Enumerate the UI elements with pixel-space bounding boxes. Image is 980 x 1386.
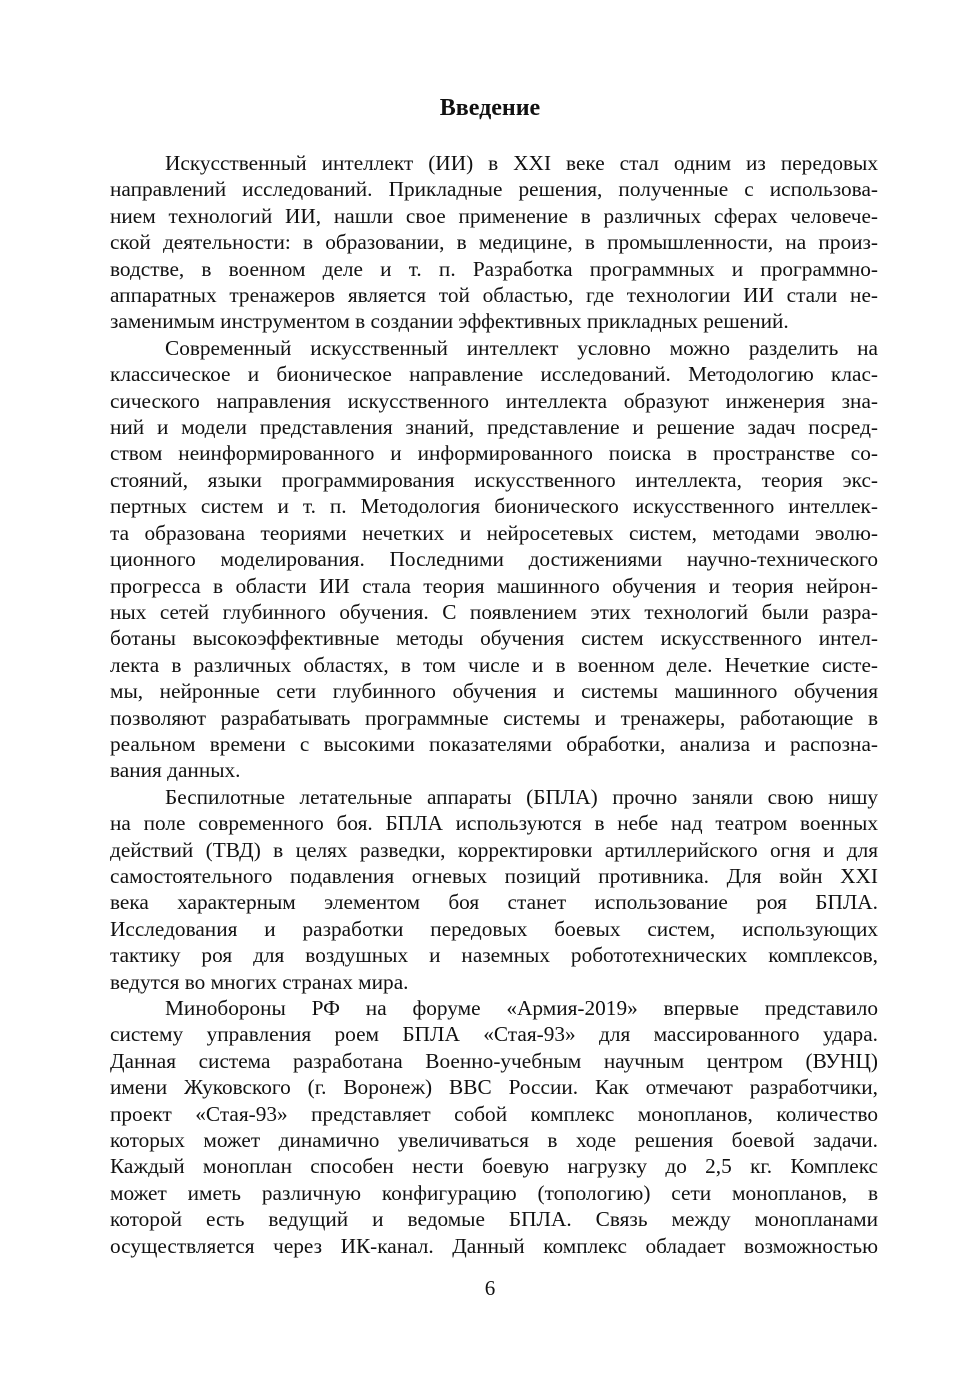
text-line: заменимым инструментом в создании эффективных прикладных решений. <box>110 309 789 334</box>
text-line: сического направления искусственного интеллекта образуют инженерия зна- <box>110 388 878 413</box>
text-line: имени Жуковского (г. Воронеж) ВВС России. Как отмечают разработчики, <box>110 1075 878 1100</box>
paragraph-1 <box>110 150 878 335</box>
text-line: мы, нейронные сети глубинного обучения и системы машинного обучения <box>110 679 878 704</box>
text-line: Беспилотные летательные аппараты (БПЛА) прочно заняли свою нишу <box>165 784 878 809</box>
text-line: нием технологий ИИ, нашли свое применение в различных сферах человече- <box>110 203 878 228</box>
text-line: ботаны высокоэффективные методы обучения систем искусственного интел- <box>110 626 878 651</box>
text-line: классическое и бионическое направление исследований. Методологию клас- <box>110 362 878 387</box>
text-line: позволяют разрабатывать программные системы и тренажеры, работающие в <box>110 705 878 730</box>
text-line: аппаратных тренажеров является той областью, где технологии ИИ стали не- <box>110 283 878 308</box>
page-title: Введение <box>439 95 541 121</box>
text-line: Каждый моноплан способен нести боевую нагрузку до 2,5 кг. Комплекс <box>110 1154 878 1179</box>
paragraph-4 <box>110 995 878 1259</box>
page-number: 6 <box>484 1276 496 1300</box>
text-line: самостоятельного подавления огневых позиций противника. Для войн XXI <box>110 863 878 888</box>
text-line: ской деятельности: в образовании, в медицине, в промышленности, на произ- <box>110 230 878 255</box>
text-line: проект «Стая-93» представляет собой комплекс монопланов, количество <box>110 1101 878 1126</box>
text-line: Минобороны РФ на форуме «Армия-2019» впервые представило <box>165 996 878 1020</box>
text-line: водстве, в военном деле и т. п. Разработка программных и программно- <box>110 256 878 281</box>
text-line: которых может динамично увеличиваться в ходе решения боевой задачи. <box>110 1128 878 1153</box>
text-line: реальном времени с высокими показателями обработки, анализа и распозна- <box>110 731 878 756</box>
text-line: ционного моделирования. Последними достижениями научно-технического <box>110 547 878 572</box>
text-line: ведутся во многих странах мира. <box>110 969 409 994</box>
text-line: Исследования и разработки передовых боевых систем, использующих <box>110 916 878 941</box>
text-line: на поле современного боя. БПЛА используются в небе над театром военных <box>110 811 878 836</box>
text-line: вания данных. <box>110 758 241 783</box>
text-line: тактику роя для воздушных и наземных робототехнических комплексов, <box>110 943 878 968</box>
text-line: ных сетей глубинного обучения. С появлением этих технологий были разра- <box>110 599 878 624</box>
text-line: которой есть ведущий и ведомые БПЛА. Связь между монопланами <box>110 1207 878 1232</box>
text-line: прогресса в области ИИ стала теория машинного обучения и теория нейрон- <box>110 573 878 598</box>
text-line: может иметь различную конфигурацию (топологию) сети монопланов, в <box>110 1180 878 1205</box>
text-line: Искусственный интеллект (ИИ) в XXI веке стал одним из передовых <box>165 151 878 175</box>
text-line: Данная система разработана Военно-учебным научным центром (ВУНЦ) <box>110 1048 878 1073</box>
text-line: стояний, языки программирования искусственного интеллекта, теория экс- <box>110 467 878 492</box>
text-line: века характерным элементом боя станет использование роя БПЛА. <box>110 890 878 915</box>
text-line: действий (ТВД) в целях разведки, корректировки артиллерийского огня и для <box>110 837 878 862</box>
text-line: пертных систем и т. п. Методология бионического искусственного интеллек- <box>110 494 878 519</box>
text-line: та образована теориями нечетких и нейросетевых систем, методами эволю- <box>110 520 878 545</box>
paragraph-2 <box>110 335 878 784</box>
paragraph-3 <box>110 784 878 995</box>
text-line: Современный искусственный интеллект условно можно разделить на <box>165 335 878 360</box>
text-line: ством неинформированного и информированного поиска в пространстве со- <box>110 441 878 466</box>
text-line: систему управления роем БПЛА «Стая-93» для массированного удара. <box>110 1022 878 1047</box>
body-text <box>110 150 878 1259</box>
text-line: осуществляется через ИК-канал. Данный комплекс обладает возможностью <box>110 1233 878 1258</box>
text-line: лекта в различных областях, в том числе и в военном деле. Нечеткие систе- <box>110 652 878 677</box>
text-line: ний и модели представления знаний, представление и решение задач посред- <box>110 415 878 440</box>
text-line: направлений исследований. Прикладные решения, полученные с использова- <box>110 177 878 202</box>
